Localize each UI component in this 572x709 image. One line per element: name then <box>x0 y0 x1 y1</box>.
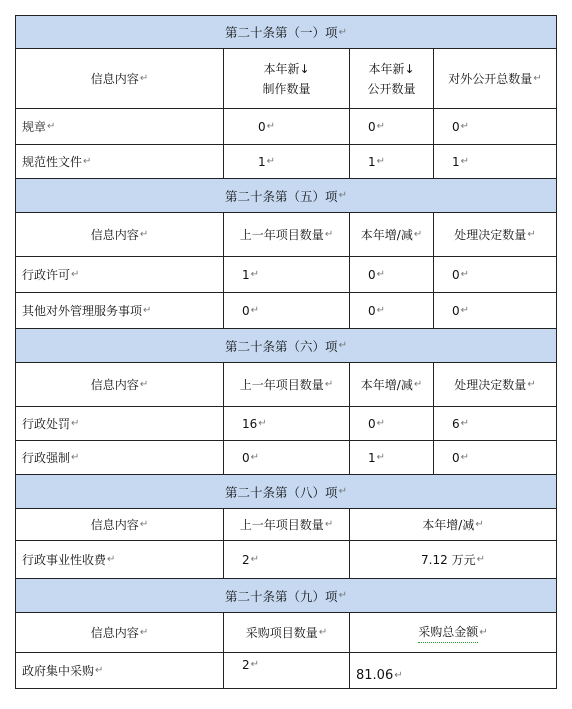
table-head-row: 信息内容 ↵ 采购项目数量 ↵ 采购总金额 ↵ <box>15 613 557 653</box>
header-cell: 信息内容 ↵ <box>16 49 224 108</box>
section-header-1: 第二十条第（一）项 ↵ <box>15 15 557 49</box>
table-row: 规范性文件 ↵ 1 ↵ 1 ↵ 1 ↵ <box>15 145 557 179</box>
table-head-row: 信息内容 ↵ 上一年项目数量 ↵ 本年增/减 ↵ 处理决定数量 ↵ <box>15 363 557 407</box>
table-row: 行政强制 ↵ 0 ↵ 1 ↵ 0 ↵ <box>15 441 557 475</box>
header-cell: 本年新↓ 制作数量 <box>224 49 350 108</box>
section-header-8: 第二十条第（八）项 ↵ <box>15 475 557 509</box>
table-head-row <box>15 49 557 109</box>
header-cell: 对外公开总数量 ↵ <box>448 71 542 86</box>
section-header-5: 第二十条第（五）项 ↵ <box>15 179 557 213</box>
table-row: 行政处罚 ↵ 16 ↵ 0 ↵ 6 ↵ <box>15 407 557 441</box>
section-header-6: 第二十条第（六）项 ↵ <box>15 329 557 363</box>
table-row: 行政许可 ↵ 1 ↵ 0 ↵ 0 ↵ <box>15 257 557 293</box>
table-row: 其他对外管理服务事项 ↵ 0 ↵ 0 ↵ 0 ↵ <box>15 293 557 329</box>
section-title: 第二十条第（九）项 <box>225 588 338 604</box>
header-cell: 本年新↓ 公开数量 <box>350 49 434 108</box>
table-row: 政府集中采购 ↵ 2 ↵ 81.06 ↵ <box>15 653 557 689</box>
table-row: 规章 ↵ 0 ↵ 0 ↵ 0 ↵ <box>15 109 557 145</box>
table-head-row: 信息内容 ↵ 上一年项目数量 ↵ 本年增/减 ↵ 处理决定数量 ↵ <box>15 213 557 257</box>
section-title: 第二十条第（六）项 <box>225 338 338 354</box>
table-row: 行政事业性收费 ↵ 2 ↵ 7.12 万元 ↵ <box>15 541 557 579</box>
section-header-9: 第二十条第（九）项 ↵ <box>15 579 557 613</box>
section-title: 第二十条第（五）项 <box>225 188 338 204</box>
section-title: 第二十条第（一）项 <box>225 25 338 40</box>
section-title: 第二十条第（八）项 <box>225 484 338 500</box>
disclosure-table <box>15 15 557 689</box>
table-head-row: 信息内容 ↵ 上一年项目数量 ↵ 本年增/减 ↵ <box>15 509 557 541</box>
